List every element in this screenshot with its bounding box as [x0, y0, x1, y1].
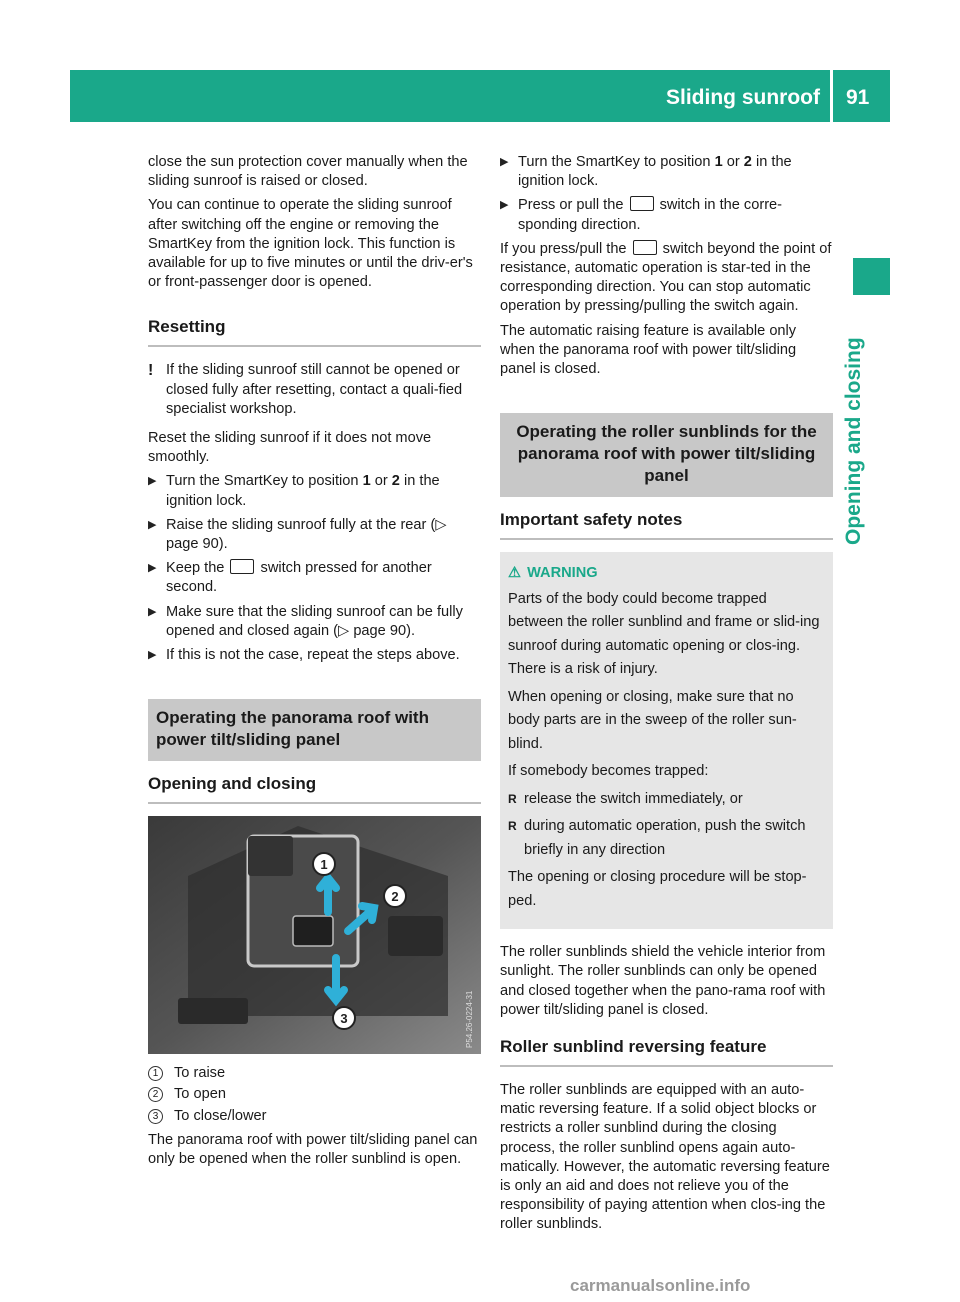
- svg-text:1: 1: [320, 857, 328, 873]
- exclamation-icon: !: [148, 362, 154, 380]
- right-column: [500, 153, 833, 1240]
- step-item: ▶ Make sure that the sliding sunroof can be fully opened and closed again (▷ page 90).: [148, 603, 481, 641]
- legend-item: 2 To open: [148, 1085, 481, 1104]
- intro-paragraph-1: close the sun protection cover manually when the sliding sunroof is raised or closed.: [148, 154, 468, 190]
- chapter-side-label: Opening and closing: [842, 337, 865, 545]
- reversing-feature-heading: Roller sunblind reversing feature: [500, 1036, 833, 1067]
- page-ref-arrow-icon: ▷: [338, 622, 354, 639]
- intro-paragraph-2: You can continue to operate the sliding sunroof after switching off the engine or removing the SmartKey from the ignition lock. This function is available for up to five minutes or until the driv-er's or front-passenger door is opened.: [148, 197, 473, 291]
- warning-bullet: R release the switch immediately, or: [508, 788, 825, 812]
- overhead-control-photo: [148, 816, 481, 1054]
- page-ref-arrow-icon: ▷: [435, 516, 447, 533]
- reset-intro: Reset the sliding sunroof if it does not move smoothly.: [148, 430, 432, 466]
- section-heading-panorama-roof: Operating the panorama roof with power tilt/sliding panel: [148, 699, 481, 761]
- step-item: ▶ Press or pull the switch in the corre-sponding direction.: [500, 196, 833, 234]
- warning-bullet: R during automatic operation, push the switch briefly in any direction: [508, 815, 825, 862]
- step-item: ▶ Raise the sliding sunroof fully at the rear (▷ page 90).: [148, 516, 481, 554]
- page-number: 91: [846, 86, 870, 109]
- warning-box: [500, 552, 833, 929]
- warning-paragraph: When opening or closing, make sure that no body parts are in the sweep of the roller sun-blind.: [508, 688, 797, 752]
- shield-paragraph: The roller sunblinds shield the vehicle interior from sunlight. The roller sunblinds can only be opened and closed together when the pano-rama roof with power tilt/sliding panel is closed.: [500, 944, 826, 1018]
- running-header-title: Sliding sunroof: [666, 86, 820, 109]
- switch-icon: [630, 196, 654, 211]
- image-code: P54.26-0224-31: [465, 990, 474, 1049]
- callout-2: [384, 885, 406, 907]
- opening-closing-heading: Opening and closing: [148, 773, 481, 804]
- warning-triangle-icon: ⚠: [508, 565, 522, 582]
- warning-title: ⚠ WARNING: [508, 562, 825, 586]
- legend-item: 1 To raise: [148, 1064, 481, 1083]
- safety-notes-heading: Important safety notes: [500, 509, 833, 540]
- chapter-tab-marker: [853, 258, 890, 295]
- step-item: ▶ Turn the SmartKey to position 1 or 2 in the ignition lock.: [500, 153, 833, 191]
- automatic-raising-note: The automatic raising feature is available only when the panorama roof with power tilt/sliding panel is closed.: [500, 322, 797, 378]
- resetting-notice-text: If the sliding sunroof still cannot be opened or closed fully after resetting, contact a quali-fied specialist workshop.: [166, 362, 463, 417]
- legend-item: 3 To close/lower: [148, 1107, 481, 1126]
- outro-paragraph: The panorama roof with power tilt/sliding panel can only be opened when the roller sunblind is open.: [148, 1131, 478, 1168]
- left-column: [148, 153, 481, 1174]
- step-item: ▶ Turn the SmartKey to position 1 or 2 in the ignition lock.: [148, 472, 481, 510]
- page-reference[interactable]: page 90: [166, 536, 219, 553]
- step-item: ▶ Keep the switch pressed for another second.: [148, 559, 481, 597]
- reversing-feature-paragraph: The roller sunblinds are equipped with an auto-matic reversing feature. If a solid object blocks or restricts a roller sunblind during the closing process, the roller sunblind opens again auto-matically. However, the automatic reversing feature is only an aid and does not relieve you of the responsibility of paying attention when clos-ing the roller sunblinds.: [500, 1082, 830, 1233]
- svg-text:2: 2: [391, 889, 399, 905]
- svg-text:3: 3: [340, 1011, 348, 1027]
- page-reference[interactable]: page 90: [353, 622, 407, 639]
- callout-3: [333, 1007, 355, 1029]
- warning-paragraph: The opening or closing procedure will be stop-ped.: [508, 869, 807, 909]
- automatic-operation-paragraph: If you press/pull the switch beyond the point of resistance, automatic operation is star-ted in the corresponding direction. You can stop automatic operation by pressing/pulling the switch again.: [500, 240, 832, 315]
- resetting-heading: Resetting: [148, 316, 481, 347]
- resetting-notice: [148, 361, 481, 419]
- warning-paragraph: If somebody becomes trapped:: [508, 763, 709, 780]
- warning-paragraph: Parts of the body could become trapped between the roller sunblind and frame or slid-ing sunroof during automatic opening or clos-ing. There is a risk of injury.: [508, 590, 820, 678]
- step-item: ▶ If this is not the case, repeat the steps above.: [148, 646, 481, 665]
- switch-icon: [633, 240, 657, 255]
- overhead-control-illustration: [148, 816, 481, 1054]
- switch-icon: [230, 559, 254, 574]
- watermark: carmanualsonline.info: [570, 1276, 751, 1295]
- header-separator: [830, 70, 833, 122]
- section-heading-roller-sunblinds: Operating the roller sunblinds for the panorama roof with power tilt/sliding panel: [500, 413, 833, 497]
- callout-1: [313, 853, 335, 875]
